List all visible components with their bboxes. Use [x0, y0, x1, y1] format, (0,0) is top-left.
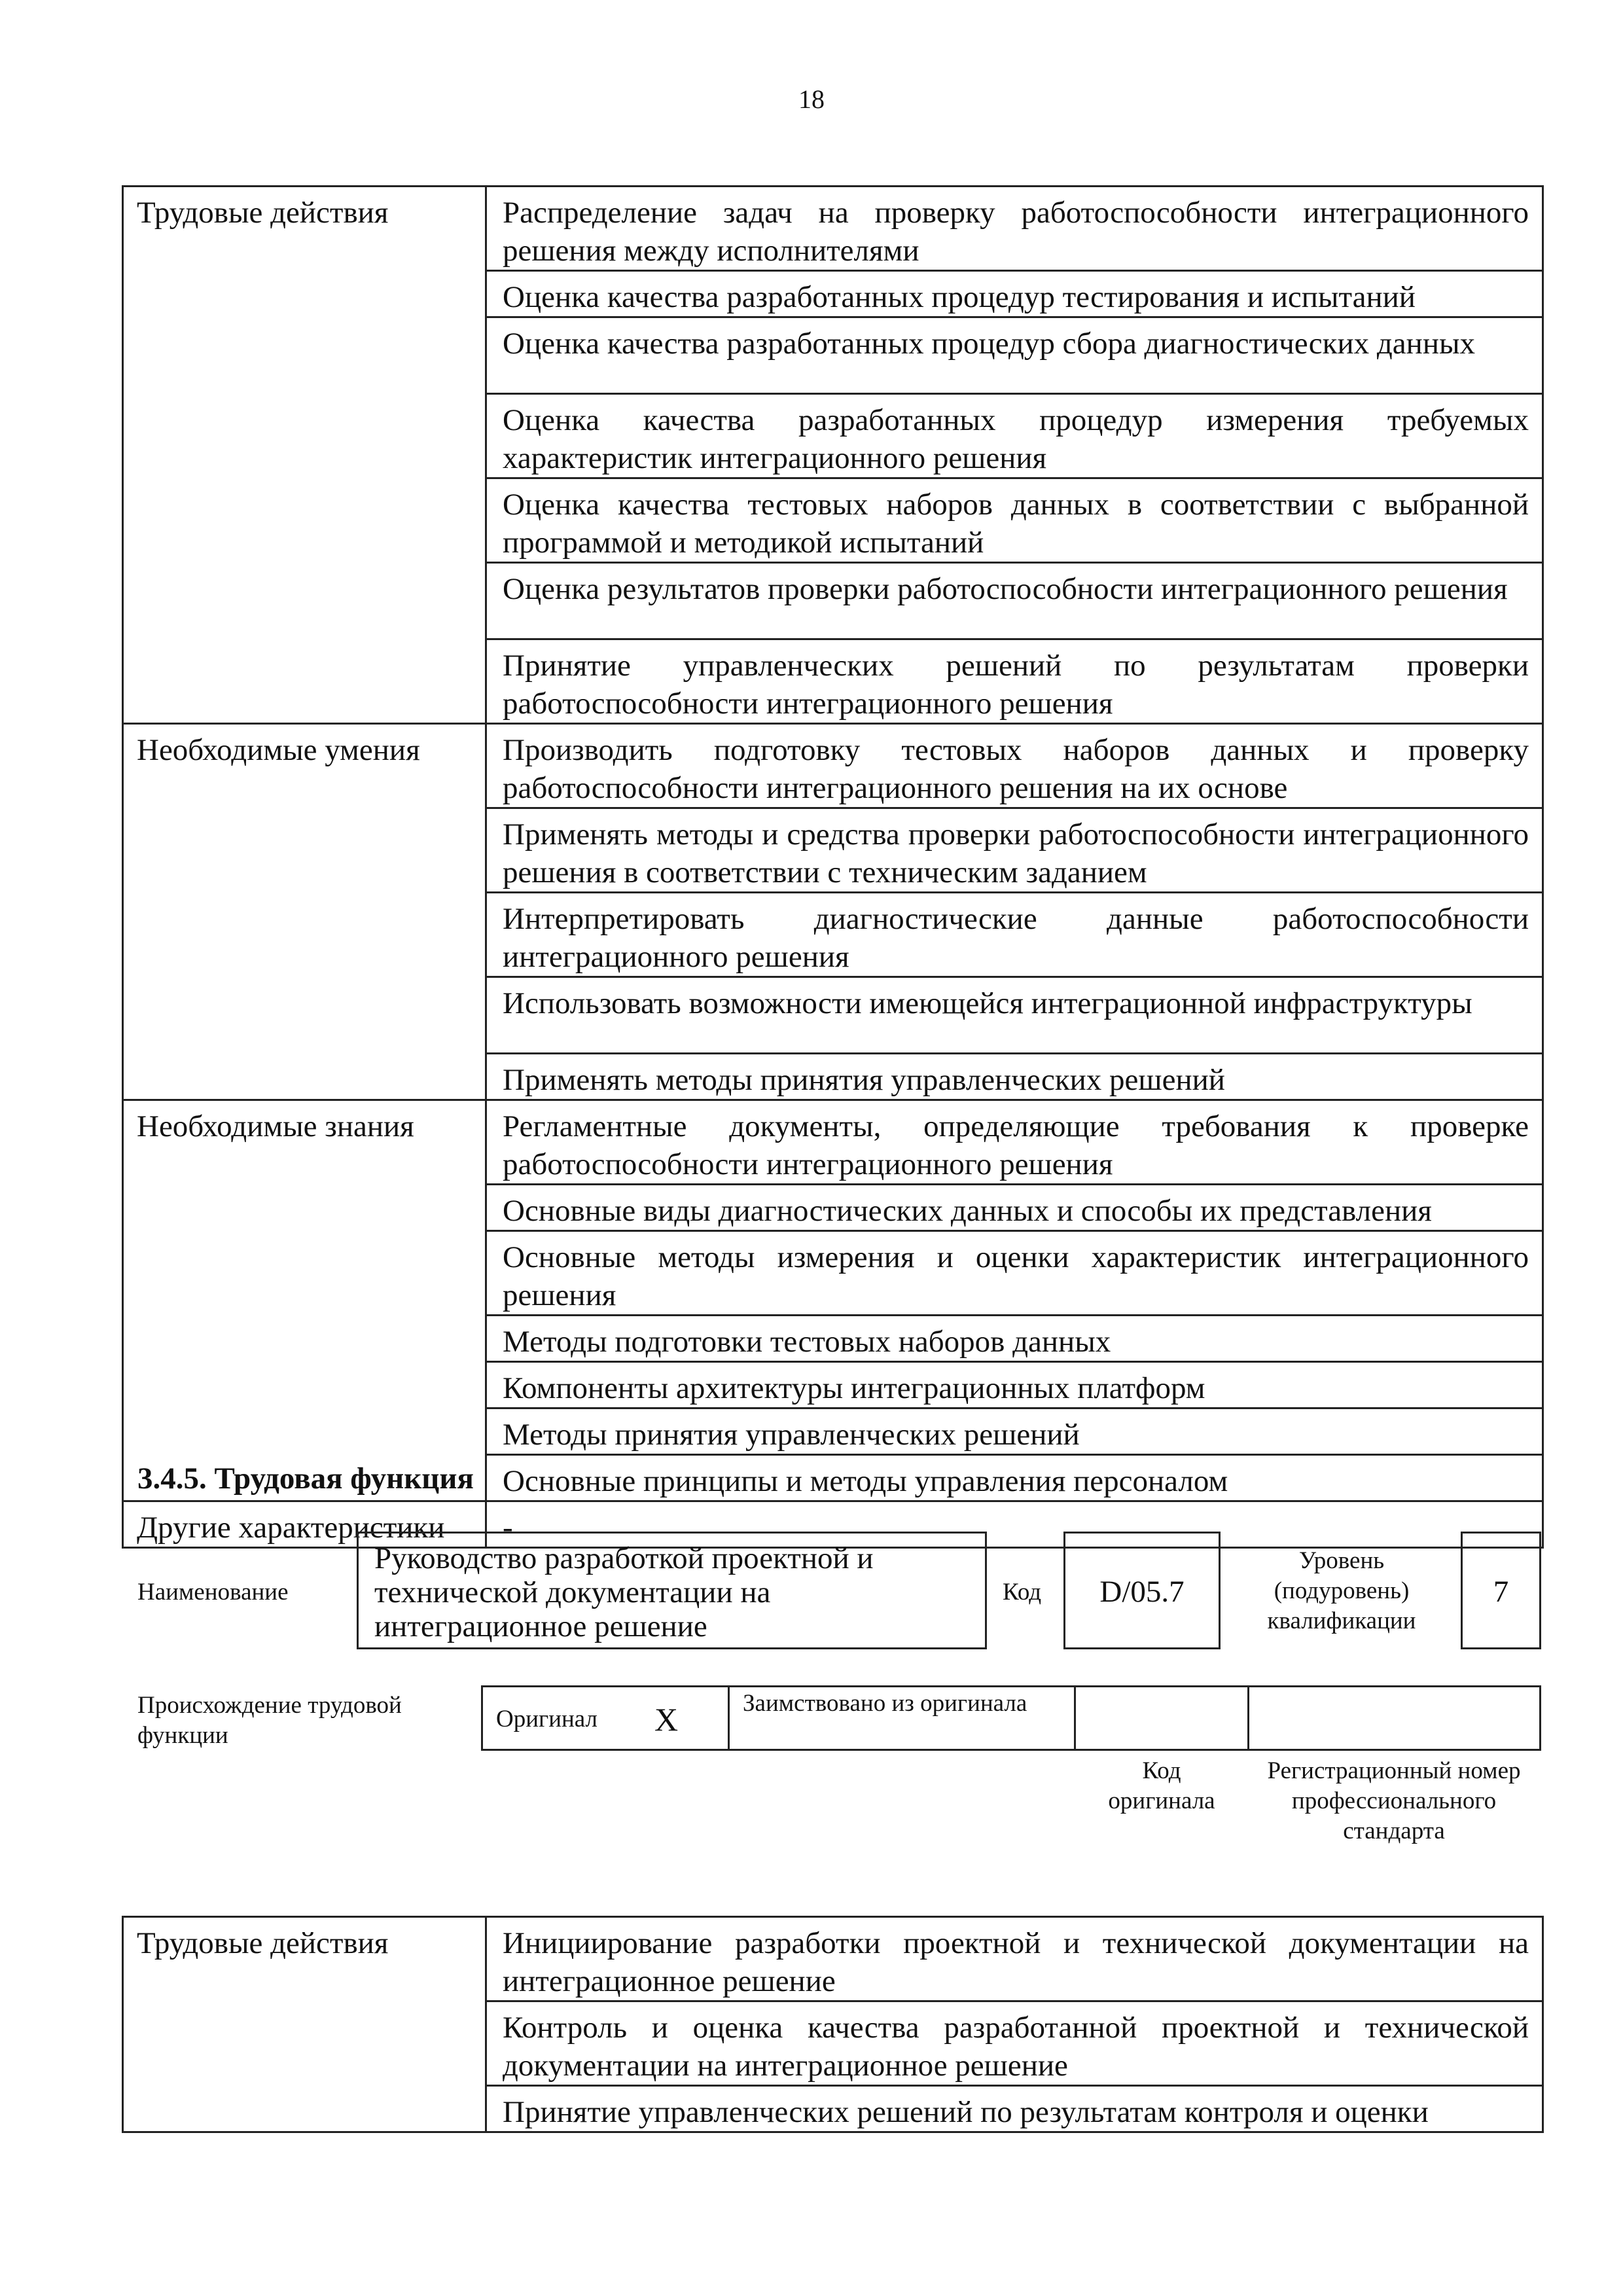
origin-label: Происхождение трудовой функции	[137, 1692, 402, 1749]
cell-item: Производить подготовку тестовых наборов данных и проверку работоспособности интеграционного решения на их основе	[486, 724, 1543, 808]
origin-borrowed-cell	[728, 1685, 1076, 1751]
table-row	[123, 724, 1543, 808]
cell-item: Оценка качества тестовых наборов данных в соответствии с выбранной программой и методикой испытаний	[486, 478, 1543, 563]
cell-item: Основные методы измерения и оценки характеристик интеграционного решения	[486, 1231, 1543, 1316]
origin-code-cell	[1074, 1685, 1249, 1751]
cell-item: Использовать возможности имеющейся интеграционной инфраструктуры	[486, 977, 1543, 1054]
cell-item: Инициирование разработки проектной и технической документации на интеграционное решение	[486, 1917, 1543, 2001]
origin-original-cell	[481, 1685, 730, 1751]
job-functions-table	[122, 185, 1544, 1549]
row-label: Необходимые умения	[123, 724, 486, 1100]
row-label: Трудовые действия	[123, 187, 486, 724]
reg-caption: Регистрационный номер профессионального стандарта	[1267, 1757, 1521, 1844]
cell-item: Применять методы и средства проверки работоспособности интеграционного решения в соответствии с техническим заданием	[486, 808, 1543, 893]
row-label: Трудовые действия	[123, 1917, 486, 2132]
cell-item: Основные принципы и методы управления персоналом	[486, 1455, 1543, 1501]
borrowed-label: Заимствовано из оригинала	[743, 1690, 1027, 1717]
section-title: 3.4.5. Трудовая функция	[137, 1462, 474, 1496]
row-label: Другие характеристики	[123, 1501, 486, 1548]
cell-item: Оценка результатов проверки работоспособности интеграционного решения	[486, 563, 1543, 639]
code-value: D/05.7	[1099, 1575, 1185, 1609]
row-label: Необходимые знания	[123, 1100, 486, 1501]
cell-item: Принятие управленческих решений по результатам проверки работоспособности интеграционного решения	[486, 639, 1543, 724]
code-label: Код	[1003, 1579, 1042, 1605]
cell-item: Компоненты архитектуры интеграционных платформ	[486, 1362, 1543, 1408]
cell-item: Оценка качества разработанных процедур тестирования и испытаний	[486, 271, 1543, 317]
job-actions-table	[122, 1916, 1544, 2133]
name-value-box	[357, 1532, 987, 1649]
table-row	[123, 187, 1543, 271]
table-row	[123, 1100, 1543, 1185]
cell-item: Распределение задач на проверку работоспособности интеграционного решения между исполнителями	[486, 187, 1543, 271]
cell-item: Интерпретировать диагностические данные работоспособности интеграционного решения	[486, 893, 1543, 977]
cell-item: Оценка качества разработанных процедур измерения требуемых характеристик интеграционного решения	[486, 394, 1543, 478]
page-number: 18	[798, 84, 825, 114]
cell-item: Принятие управленческих решений по результатам контроля и оценки	[486, 2086, 1543, 2132]
name-value: Руководство разработкой проектной и технической документации на интеграционное решение	[374, 1541, 874, 1643]
name-label: Наименование	[137, 1579, 289, 1605]
level-label: Уровень (подуровень) квалификации	[1267, 1547, 1416, 1634]
original-mark: X	[654, 1701, 679, 1738]
level-value-box	[1461, 1532, 1541, 1649]
code-caption: Код оригинала	[1108, 1757, 1215, 1814]
cell-item: -	[486, 1501, 1543, 1548]
cell-item: Основные виды диагностических данных и способы их представления	[486, 1185, 1543, 1231]
table-row	[123, 1917, 1543, 2001]
cell-item: Оценка качества разработанных процедур сбора диагностических данных	[486, 317, 1543, 394]
origin-reg-cell	[1247, 1685, 1541, 1751]
cell-item: Методы принятия управленческих решений	[486, 1408, 1543, 1455]
cell-item: Применять методы принятия управленческих решений	[486, 1054, 1543, 1100]
cell-item: Регламентные документы, определяющие требования к проверке работоспособности интеграционного решения	[486, 1100, 1543, 1185]
code-value-box	[1063, 1532, 1221, 1649]
original-label: Оригинал	[496, 1706, 598, 1732]
cell-item: Контроль и оценка качества разработанной проектной и технической документации на интеграционное решение	[486, 2001, 1543, 2086]
level-value: 7	[1493, 1575, 1509, 1609]
cell-item: Методы подготовки тестовых наборов данных	[486, 1316, 1543, 1362]
